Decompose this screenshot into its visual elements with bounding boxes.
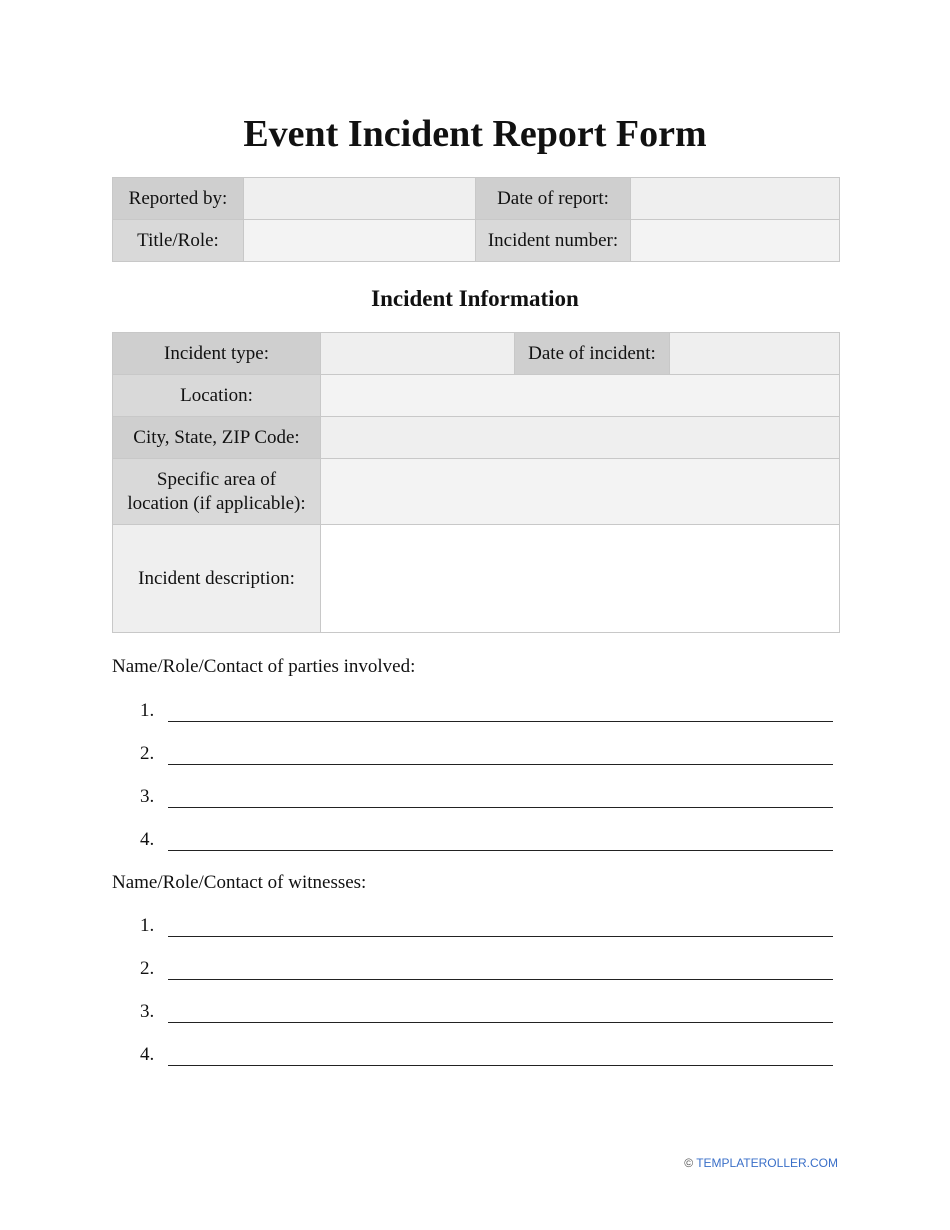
party-3-blank-line[interactable]: [168, 807, 833, 808]
reported-by-field[interactable]: [244, 178, 476, 220]
line-number: 1.: [140, 915, 155, 936]
incident-number-field[interactable]: [631, 220, 840, 262]
party-1-blank-line[interactable]: [168, 721, 833, 722]
incident-type-label: Incident type:: [113, 333, 321, 375]
incident-type-row: [113, 333, 840, 375]
specific-area-field[interactable]: [321, 459, 840, 525]
witness-line-item: [112, 1041, 839, 1071]
date-of-incident-label: Date of incident:: [515, 333, 670, 375]
title-role-label: Title/Role:: [113, 220, 244, 262]
line-number: 1.: [140, 700, 155, 721]
incident-number-label: Incident number:: [476, 220, 631, 262]
incident-info-table: [112, 332, 840, 633]
location-field[interactable]: [321, 375, 840, 417]
witnesses-heading: Name/Role/Contact of witnesses:: [112, 872, 367, 893]
specific-area-row: [113, 459, 840, 525]
line-number: 2.: [140, 958, 155, 979]
line-number: 4.: [140, 1044, 155, 1065]
incident-description-label: Incident description:: [113, 525, 321, 633]
location-label: Location:: [113, 375, 321, 417]
incident-information-heading: Incident Information: [371, 286, 579, 311]
date-of-incident-field[interactable]: [670, 333, 840, 375]
incident-description-row: [113, 525, 840, 633]
incident-description-field[interactable]: [321, 525, 840, 633]
date-of-report-field[interactable]: [631, 178, 840, 220]
line-number: 4.: [140, 829, 155, 850]
witness-2-blank-line[interactable]: [168, 979, 833, 980]
line-number: 2.: [140, 743, 155, 764]
witness-1-blank-line[interactable]: [168, 936, 833, 937]
witness-line-item: [112, 998, 839, 1028]
incident-type-field[interactable]: [321, 333, 515, 375]
specific-area-label: [113, 459, 321, 525]
city-state-zip-label: City, State, ZIP Code:: [113, 417, 321, 459]
witness-line-item: [112, 955, 839, 985]
party-4-blank-line[interactable]: [168, 850, 833, 851]
date-of-report-label: Date of report:: [476, 178, 631, 220]
copyright-icon: ©: [684, 1156, 694, 1170]
page-title: Event Incident Report Form: [243, 113, 707, 155]
title-row: [113, 220, 840, 262]
party-line-item: [112, 826, 839, 856]
specific-area-label-line2: location (if applicable):: [127, 492, 306, 514]
party-line-item: [112, 697, 839, 727]
witness-3-blank-line[interactable]: [168, 1022, 833, 1023]
reporter-info-table: [112, 177, 840, 262]
reporter-row: [113, 178, 840, 220]
footer-brand-link[interactable]: TEMPLATEROLLER.COM: [696, 1156, 838, 1170]
party-line-item: [112, 783, 839, 813]
reported-by-label: Reported by:: [113, 178, 244, 220]
parties-involved-heading: Name/Role/Contact of parties involved:: [112, 656, 416, 677]
party-2-blank-line[interactable]: [168, 764, 833, 765]
line-number: 3.: [140, 786, 155, 807]
location-row: [113, 375, 840, 417]
party-line-item: [112, 740, 839, 770]
city-state-zip-field[interactable]: [321, 417, 840, 459]
witness-4-blank-line[interactable]: [168, 1065, 833, 1066]
witness-line-item: [112, 912, 839, 942]
title-role-field[interactable]: [244, 220, 476, 262]
city-state-zip-row: [113, 417, 840, 459]
line-number: 3.: [140, 1001, 155, 1022]
specific-area-label-line1: Specific area of: [156, 468, 277, 490]
footer-credit: [684, 1155, 838, 1171]
